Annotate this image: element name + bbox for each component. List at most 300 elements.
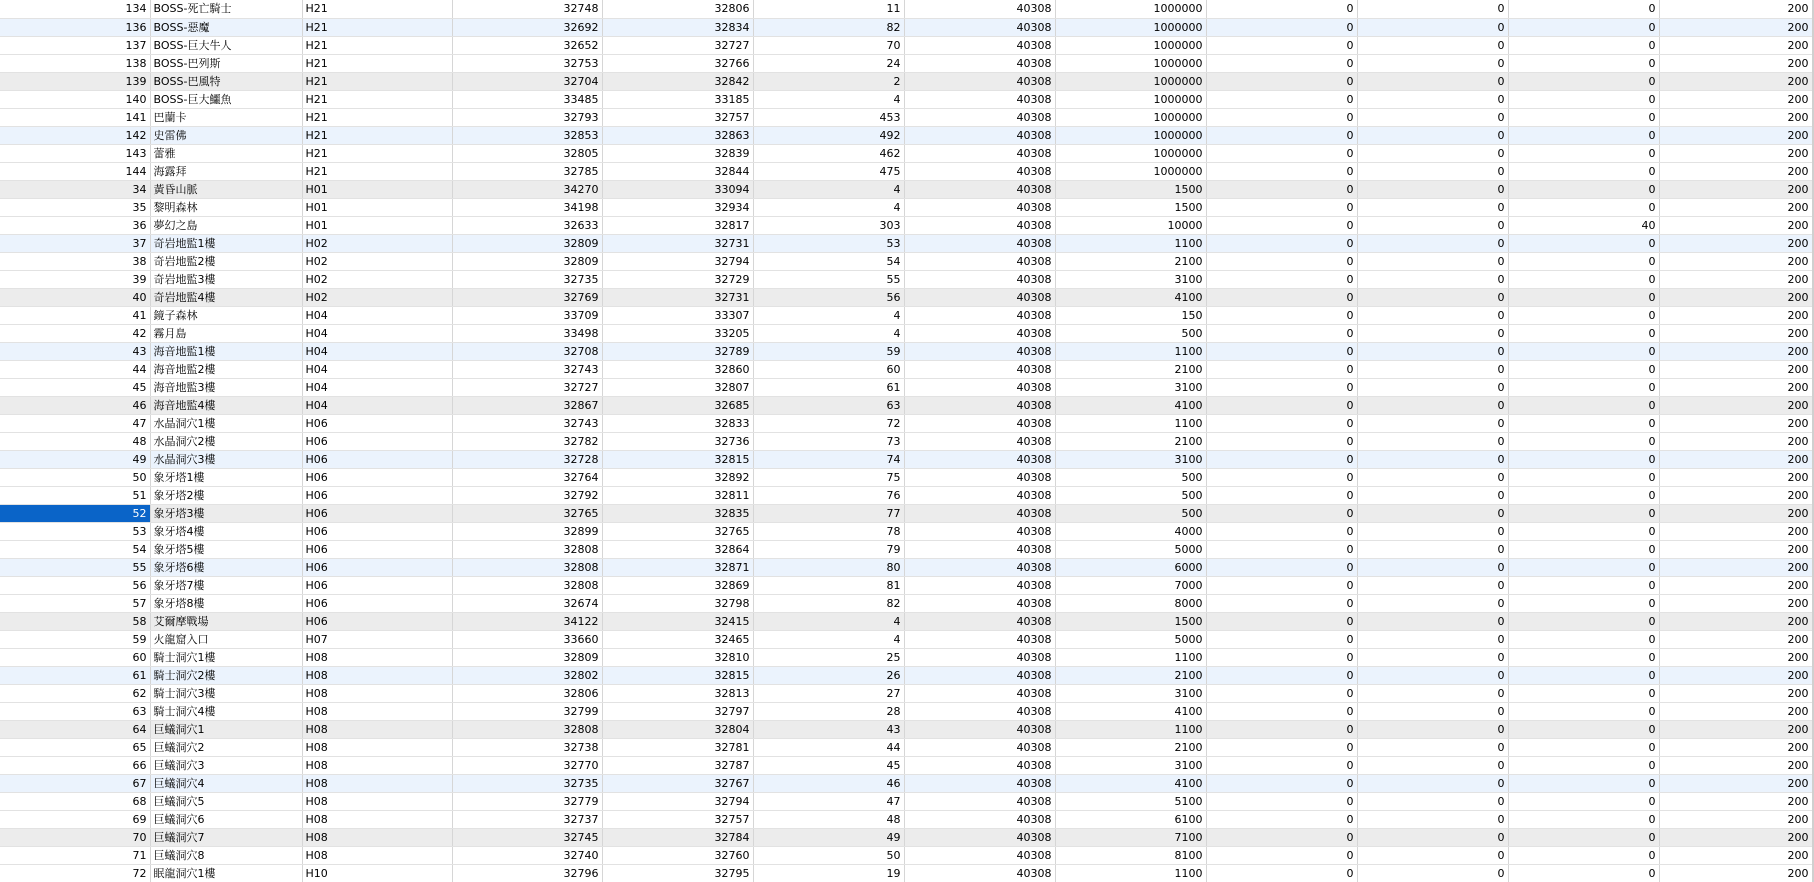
cell-col11[interactable]: 0 [1508, 306, 1659, 324]
cell-x[interactable]: 32802 [452, 666, 602, 684]
cell-id[interactable]: 72 [0, 864, 150, 882]
cell-price[interactable]: 3100 [1055, 450, 1206, 468]
cell-col9[interactable]: 0 [1206, 54, 1357, 72]
cell-name[interactable]: BOSS-巴風特 [150, 72, 302, 90]
cell-y[interactable]: 32757 [602, 108, 753, 126]
table-row[interactable] [0, 144, 1812, 162]
cell-y[interactable]: 32863 [602, 126, 753, 144]
cell-col11[interactable]: 0 [1508, 774, 1659, 792]
cell-map[interactable]: 28 [753, 702, 904, 720]
cell-col10[interactable]: 0 [1357, 558, 1508, 576]
cell-npc[interactable]: 40308 [904, 846, 1055, 864]
cell-y[interactable]: 32835 [602, 504, 753, 522]
cell-col9[interactable]: 0 [1206, 126, 1357, 144]
cell-col10[interactable]: 0 [1357, 144, 1508, 162]
cell-col9[interactable]: 0 [1206, 684, 1357, 702]
cell-col11[interactable]: 0 [1508, 738, 1659, 756]
cell-id[interactable]: 55 [0, 558, 150, 576]
cell-code[interactable]: H04 [302, 378, 452, 396]
cell-col9[interactable]: 0 [1206, 144, 1357, 162]
cell-col12[interactable]: 200 [1659, 360, 1812, 378]
cell-price[interactable]: 5000 [1055, 540, 1206, 558]
cell-col12[interactable]: 200 [1659, 414, 1812, 432]
cell-npc[interactable]: 40308 [904, 630, 1055, 648]
cell-map[interactable]: 4 [753, 90, 904, 108]
cell-x[interactable]: 32785 [452, 162, 602, 180]
cell-code[interactable]: H08 [302, 666, 452, 684]
cell-col9[interactable]: 0 [1206, 306, 1357, 324]
cell-npc[interactable]: 40308 [904, 144, 1055, 162]
cell-col12[interactable]: 200 [1659, 792, 1812, 810]
cell-price[interactable]: 500 [1055, 504, 1206, 522]
cell-price[interactable]: 1000000 [1055, 108, 1206, 126]
cell-map[interactable]: 4 [753, 324, 904, 342]
cell-name[interactable]: 黎明森林 [150, 198, 302, 216]
cell-x[interactable]: 32743 [452, 360, 602, 378]
cell-y[interactable]: 32815 [602, 450, 753, 468]
cell-npc[interactable]: 40308 [904, 162, 1055, 180]
cell-col10[interactable]: 0 [1357, 180, 1508, 198]
cell-col12[interactable]: 200 [1659, 306, 1812, 324]
cell-code[interactable]: H01 [302, 180, 452, 198]
cell-map[interactable]: 49 [753, 828, 904, 846]
cell-y[interactable]: 33185 [602, 90, 753, 108]
cell-npc[interactable]: 40308 [904, 486, 1055, 504]
cell-id[interactable]: 47 [0, 414, 150, 432]
cell-col9[interactable]: 0 [1206, 864, 1357, 882]
cell-map[interactable]: 59 [753, 342, 904, 360]
cell-col11[interactable]: 0 [1508, 360, 1659, 378]
cell-price[interactable]: 6000 [1055, 558, 1206, 576]
cell-col11[interactable]: 0 [1508, 324, 1659, 342]
cell-name[interactable]: 水晶洞穴1樓 [150, 414, 302, 432]
cell-code[interactable]: H04 [302, 324, 452, 342]
cell-price[interactable]: 8100 [1055, 846, 1206, 864]
cell-col9[interactable]: 0 [1206, 666, 1357, 684]
cell-name[interactable]: 象牙塔2樓 [150, 486, 302, 504]
cell-col10[interactable]: 0 [1357, 648, 1508, 666]
cell-code[interactable]: H06 [302, 522, 452, 540]
table-row[interactable] [0, 198, 1812, 216]
cell-map[interactable]: 54 [753, 252, 904, 270]
cell-npc[interactable]: 40308 [904, 522, 1055, 540]
cell-col12[interactable]: 200 [1659, 72, 1812, 90]
cell-name[interactable]: 海音地監1樓 [150, 342, 302, 360]
cell-npc[interactable]: 40308 [904, 432, 1055, 450]
table-row[interactable] [0, 0, 1812, 18]
cell-x[interactable]: 32809 [452, 234, 602, 252]
cell-npc[interactable]: 40308 [904, 378, 1055, 396]
cell-code[interactable]: H21 [302, 18, 452, 36]
cell-code[interactable]: H06 [302, 558, 452, 576]
cell-col11[interactable]: 0 [1508, 342, 1659, 360]
cell-col12[interactable]: 200 [1659, 18, 1812, 36]
cell-code[interactable]: H06 [302, 540, 452, 558]
cell-id[interactable]: 39 [0, 270, 150, 288]
cell-map[interactable]: 492 [753, 126, 904, 144]
cell-code[interactable]: H02 [302, 288, 452, 306]
cell-map[interactable]: 26 [753, 666, 904, 684]
cell-map[interactable]: 27 [753, 684, 904, 702]
cell-npc[interactable]: 40308 [904, 180, 1055, 198]
cell-price[interactable]: 4000 [1055, 522, 1206, 540]
cell-code[interactable]: H01 [302, 216, 452, 234]
table-row[interactable] [0, 18, 1812, 36]
cell-name[interactable]: 象牙塔6樓 [150, 558, 302, 576]
cell-x[interactable]: 32808 [452, 540, 602, 558]
cell-col12[interactable]: 200 [1659, 828, 1812, 846]
cell-y[interactable]: 32804 [602, 720, 753, 738]
cell-y[interactable]: 32795 [602, 864, 753, 882]
cell-col12[interactable]: 200 [1659, 288, 1812, 306]
cell-col9[interactable]: 0 [1206, 486, 1357, 504]
cell-col12[interactable]: 200 [1659, 846, 1812, 864]
cell-col10[interactable]: 0 [1357, 684, 1508, 702]
cell-col12[interactable]: 200 [1659, 162, 1812, 180]
table-row[interactable] [0, 396, 1812, 414]
cell-col10[interactable]: 0 [1357, 324, 1508, 342]
cell-col10[interactable]: 0 [1357, 756, 1508, 774]
cell-col9[interactable]: 0 [1206, 234, 1357, 252]
cell-map[interactable]: 44 [753, 738, 904, 756]
cell-map[interactable]: 4 [753, 612, 904, 630]
cell-col9[interactable]: 0 [1206, 198, 1357, 216]
cell-col11[interactable]: 0 [1508, 486, 1659, 504]
cell-code[interactable]: H04 [302, 360, 452, 378]
cell-x[interactable]: 32748 [452, 0, 602, 18]
cell-col9[interactable]: 0 [1206, 756, 1357, 774]
cell-col10[interactable]: 0 [1357, 432, 1508, 450]
cell-id[interactable]: 61 [0, 666, 150, 684]
cell-y[interactable]: 32869 [602, 576, 753, 594]
cell-map[interactable]: 11 [753, 0, 904, 18]
cell-col10[interactable]: 0 [1357, 666, 1508, 684]
cell-name[interactable]: 奇岩地監4樓 [150, 288, 302, 306]
cell-id[interactable]: 40 [0, 288, 150, 306]
cell-price[interactable]: 2100 [1055, 360, 1206, 378]
cell-x[interactable]: 32809 [452, 648, 602, 666]
cell-y[interactable]: 32834 [602, 18, 753, 36]
cell-y[interactable]: 32731 [602, 288, 753, 306]
table-row[interactable] [0, 180, 1812, 198]
cell-col11[interactable]: 0 [1508, 396, 1659, 414]
cell-code[interactable]: H08 [302, 828, 452, 846]
table-row[interactable] [0, 612, 1812, 630]
cell-npc[interactable]: 40308 [904, 612, 1055, 630]
cell-id[interactable]: 71 [0, 846, 150, 864]
cell-col12[interactable]: 200 [1659, 522, 1812, 540]
cell-id[interactable]: 54 [0, 540, 150, 558]
cell-price[interactable]: 1000000 [1055, 54, 1206, 72]
cell-y[interactable]: 32781 [602, 738, 753, 756]
cell-map[interactable]: 4 [753, 306, 904, 324]
cell-col9[interactable]: 0 [1206, 36, 1357, 54]
table-row[interactable] [0, 720, 1812, 738]
cell-price[interactable]: 1100 [1055, 414, 1206, 432]
cell-npc[interactable]: 40308 [904, 234, 1055, 252]
cell-y[interactable]: 32415 [602, 612, 753, 630]
table-row[interactable] [0, 792, 1812, 810]
table-row[interactable] [0, 270, 1812, 288]
cell-npc[interactable]: 40308 [904, 396, 1055, 414]
cell-col10[interactable]: 0 [1357, 702, 1508, 720]
cell-y[interactable]: 32784 [602, 828, 753, 846]
cell-col10[interactable]: 0 [1357, 864, 1508, 882]
cell-col11[interactable]: 0 [1508, 432, 1659, 450]
cell-col11[interactable]: 0 [1508, 198, 1659, 216]
table-row[interactable] [0, 846, 1812, 864]
cell-name[interactable]: BOSS-巴列斯 [150, 54, 302, 72]
cell-col10[interactable]: 0 [1357, 414, 1508, 432]
cell-id[interactable]: 67 [0, 774, 150, 792]
cell-npc[interactable]: 40308 [904, 306, 1055, 324]
cell-npc[interactable]: 40308 [904, 36, 1055, 54]
table-row[interactable] [0, 864, 1812, 882]
cell-x[interactable]: 32708 [452, 342, 602, 360]
cell-y[interactable]: 32760 [602, 846, 753, 864]
cell-name[interactable]: 騎士洞穴4樓 [150, 702, 302, 720]
cell-price[interactable]: 500 [1055, 486, 1206, 504]
cell-col9[interactable]: 0 [1206, 612, 1357, 630]
cell-name[interactable]: 象牙塔5樓 [150, 540, 302, 558]
cell-code[interactable]: H06 [302, 414, 452, 432]
cell-id[interactable]: 53 [0, 522, 150, 540]
cell-col11[interactable]: 0 [1508, 558, 1659, 576]
cell-map[interactable]: 82 [753, 594, 904, 612]
cell-col11[interactable]: 0 [1508, 162, 1659, 180]
table-row[interactable] [0, 72, 1812, 90]
cell-code[interactable]: H21 [302, 162, 452, 180]
cell-x[interactable]: 32805 [452, 144, 602, 162]
cell-code[interactable]: H08 [302, 846, 452, 864]
cell-x[interactable]: 32704 [452, 72, 602, 90]
cell-code[interactable]: H21 [302, 72, 452, 90]
cell-code[interactable]: H08 [302, 720, 452, 738]
cell-x[interactable]: 32808 [452, 576, 602, 594]
cell-col9[interactable]: 0 [1206, 360, 1357, 378]
cell-y[interactable]: 32766 [602, 54, 753, 72]
cell-col12[interactable]: 200 [1659, 720, 1812, 738]
table-row[interactable] [0, 324, 1812, 342]
cell-name[interactable]: 巨蟻洞穴7 [150, 828, 302, 846]
cell-price[interactable]: 2100 [1055, 252, 1206, 270]
cell-code[interactable]: H10 [302, 864, 452, 882]
cell-price[interactable]: 500 [1055, 468, 1206, 486]
table-row[interactable] [0, 90, 1812, 108]
cell-y[interactable]: 32727 [602, 36, 753, 54]
cell-col10[interactable]: 0 [1357, 72, 1508, 90]
cell-price[interactable]: 2100 [1055, 738, 1206, 756]
cell-col10[interactable]: 0 [1357, 486, 1508, 504]
cell-name[interactable]: 火龍窟入口 [150, 630, 302, 648]
cell-id[interactable]: 56 [0, 576, 150, 594]
cell-id[interactable]: 140 [0, 90, 150, 108]
cell-y[interactable]: 32465 [602, 630, 753, 648]
cell-code[interactable]: H01 [302, 198, 452, 216]
table-row[interactable] [0, 216, 1812, 234]
cell-price[interactable]: 1100 [1055, 648, 1206, 666]
cell-col10[interactable]: 0 [1357, 774, 1508, 792]
cell-y[interactable]: 32892 [602, 468, 753, 486]
cell-price[interactable]: 150 [1055, 306, 1206, 324]
cell-npc[interactable]: 40308 [904, 864, 1055, 882]
cell-x[interactable]: 33498 [452, 324, 602, 342]
cell-map[interactable]: 48 [753, 810, 904, 828]
cell-name[interactable]: 象牙塔8樓 [150, 594, 302, 612]
cell-col9[interactable]: 0 [1206, 828, 1357, 846]
cell-price[interactable]: 1500 [1055, 180, 1206, 198]
cell-col11[interactable]: 0 [1508, 666, 1659, 684]
cell-col10[interactable]: 0 [1357, 216, 1508, 234]
cell-price[interactable]: 5100 [1055, 792, 1206, 810]
cell-name[interactable]: 騎士洞穴2樓 [150, 666, 302, 684]
table-row[interactable] [0, 378, 1812, 396]
cell-col10[interactable]: 0 [1357, 810, 1508, 828]
cell-id[interactable]: 138 [0, 54, 150, 72]
cell-code[interactable]: H08 [302, 810, 452, 828]
cell-npc[interactable]: 40308 [904, 0, 1055, 18]
cell-x[interactable]: 32692 [452, 18, 602, 36]
cell-npc[interactable]: 40308 [904, 324, 1055, 342]
cell-id[interactable]: 36 [0, 216, 150, 234]
cell-price[interactable]: 1100 [1055, 342, 1206, 360]
cell-npc[interactable]: 40308 [904, 666, 1055, 684]
cell-code[interactable]: H08 [302, 756, 452, 774]
cell-col9[interactable]: 0 [1206, 630, 1357, 648]
cell-npc[interactable]: 40308 [904, 702, 1055, 720]
cell-col10[interactable]: 0 [1357, 792, 1508, 810]
cell-npc[interactable]: 40308 [904, 738, 1055, 756]
cell-name[interactable]: 海音地監2樓 [150, 360, 302, 378]
cell-name[interactable]: 眠龍洞穴1樓 [150, 864, 302, 882]
cell-name[interactable]: 夢幻之島 [150, 216, 302, 234]
cell-id[interactable]: 37 [0, 234, 150, 252]
cell-col9[interactable]: 0 [1206, 0, 1357, 18]
cell-name[interactable]: 蕾雅 [150, 144, 302, 162]
cell-col10[interactable]: 0 [1357, 234, 1508, 252]
cell-id[interactable]: 45 [0, 378, 150, 396]
cell-y[interactable]: 32794 [602, 792, 753, 810]
cell-npc[interactable]: 40308 [904, 126, 1055, 144]
cell-col11[interactable]: 0 [1508, 144, 1659, 162]
cell-code[interactable]: H21 [302, 108, 452, 126]
cell-col12[interactable]: 200 [1659, 252, 1812, 270]
cell-col12[interactable]: 200 [1659, 594, 1812, 612]
cell-col11[interactable]: 0 [1508, 612, 1659, 630]
cell-col9[interactable]: 0 [1206, 558, 1357, 576]
cell-id[interactable]: 141 [0, 108, 150, 126]
cell-col10[interactable]: 0 [1357, 18, 1508, 36]
cell-col12[interactable]: 200 [1659, 540, 1812, 558]
cell-col11[interactable]: 0 [1508, 846, 1659, 864]
cell-npc[interactable]: 40308 [904, 594, 1055, 612]
cell-col9[interactable]: 0 [1206, 594, 1357, 612]
cell-npc[interactable]: 40308 [904, 792, 1055, 810]
cell-price[interactable]: 1000000 [1055, 126, 1206, 144]
cell-npc[interactable]: 40308 [904, 774, 1055, 792]
cell-price[interactable]: 2100 [1055, 432, 1206, 450]
cell-name[interactable]: 巨蟻洞穴1 [150, 720, 302, 738]
cell-x[interactable]: 32899 [452, 522, 602, 540]
cell-col11[interactable]: 0 [1508, 288, 1659, 306]
cell-map[interactable]: 81 [753, 576, 904, 594]
cell-col10[interactable]: 0 [1357, 828, 1508, 846]
cell-id[interactable]: 134 [0, 0, 150, 18]
cell-col10[interactable]: 0 [1357, 108, 1508, 126]
cell-col10[interactable]: 0 [1357, 522, 1508, 540]
cell-id[interactable]: 137 [0, 36, 150, 54]
cell-col12[interactable]: 200 [1659, 342, 1812, 360]
cell-x[interactable]: 32753 [452, 54, 602, 72]
cell-id[interactable]: 35 [0, 198, 150, 216]
cell-id[interactable]: 44 [0, 360, 150, 378]
cell-col10[interactable]: 0 [1357, 306, 1508, 324]
cell-col11[interactable]: 0 [1508, 810, 1659, 828]
cell-y[interactable]: 32789 [602, 342, 753, 360]
cell-npc[interactable]: 40308 [904, 198, 1055, 216]
cell-y[interactable]: 32685 [602, 396, 753, 414]
cell-name[interactable]: 巨蟻洞穴4 [150, 774, 302, 792]
cell-col12[interactable]: 200 [1659, 432, 1812, 450]
cell-map[interactable]: 45 [753, 756, 904, 774]
cell-map[interactable]: 24 [753, 54, 904, 72]
cell-npc[interactable]: 40308 [904, 648, 1055, 666]
cell-npc[interactable]: 40308 [904, 540, 1055, 558]
cell-col10[interactable]: 0 [1357, 450, 1508, 468]
cell-map[interactable]: 82 [753, 18, 904, 36]
cell-price[interactable]: 1000000 [1055, 72, 1206, 90]
table-row[interactable] [0, 342, 1812, 360]
cell-npc[interactable]: 40308 [904, 756, 1055, 774]
table-row[interactable] [0, 594, 1812, 612]
cell-code[interactable]: H06 [302, 576, 452, 594]
cell-y[interactable]: 32765 [602, 522, 753, 540]
cell-col9[interactable]: 0 [1206, 18, 1357, 36]
cell-x[interactable]: 32867 [452, 396, 602, 414]
cell-col10[interactable]: 0 [1357, 396, 1508, 414]
cell-y[interactable]: 32811 [602, 486, 753, 504]
cell-code[interactable]: H04 [302, 306, 452, 324]
cell-col10[interactable]: 0 [1357, 720, 1508, 738]
cell-col11[interactable]: 0 [1508, 468, 1659, 486]
cell-col9[interactable]: 0 [1206, 738, 1357, 756]
cell-col9[interactable]: 0 [1206, 180, 1357, 198]
cell-id[interactable]: 38 [0, 252, 150, 270]
cell-price[interactable]: 3100 [1055, 378, 1206, 396]
cell-code[interactable]: H06 [302, 486, 452, 504]
cell-col12[interactable]: 200 [1659, 396, 1812, 414]
cell-name[interactable]: 象牙塔4樓 [150, 522, 302, 540]
cell-y[interactable]: 32864 [602, 540, 753, 558]
cell-col12[interactable]: 200 [1659, 324, 1812, 342]
cell-name[interactable]: 巨蟻洞穴8 [150, 846, 302, 864]
cell-code[interactable]: H06 [302, 468, 452, 486]
cell-col12[interactable]: 200 [1659, 684, 1812, 702]
cell-id[interactable]: 46 [0, 396, 150, 414]
cell-name[interactable]: 巨蟻洞穴2 [150, 738, 302, 756]
cell-col10[interactable]: 0 [1357, 162, 1508, 180]
cell-name[interactable]: 騎士洞穴1樓 [150, 648, 302, 666]
cell-npc[interactable]: 40308 [904, 828, 1055, 846]
table-row[interactable] [0, 702, 1812, 720]
cell-code[interactable]: H21 [302, 90, 452, 108]
cell-x[interactable]: 34122 [452, 612, 602, 630]
cell-col10[interactable]: 0 [1357, 378, 1508, 396]
cell-map[interactable]: 475 [753, 162, 904, 180]
cell-col9[interactable]: 0 [1206, 774, 1357, 792]
table-row[interactable] [0, 504, 1812, 522]
cell-y[interactable]: 32797 [602, 702, 753, 720]
